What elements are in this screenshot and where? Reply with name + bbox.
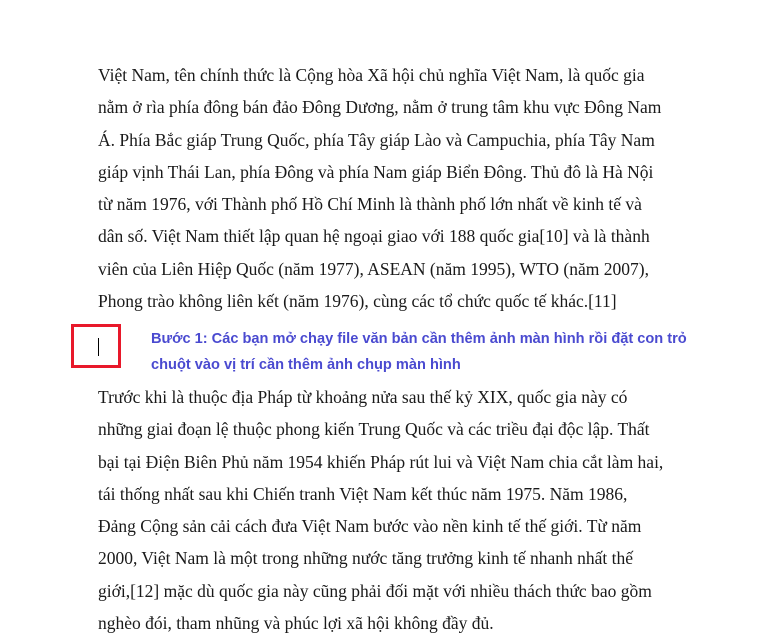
text-line: viên của Liên Hiệp Quốc (năm 1977), ASEAN (năm 1995), WTO (năm 2007), — [98, 258, 649, 279]
instruction-line: chuột vào vị trí cần thêm ảnh chụp màn hình — [151, 357, 461, 373]
text-line: nằm ở rìa phía đông bán đảo Đông Dương, nằm ở trung tâm khu vực Đông Nam — [98, 97, 662, 118]
text-line: tái thống nhất sau khi Chiến tranh Việt Nam kết thúc năm 1975. Năm 1986, — [98, 483, 628, 504]
step-instruction — [151, 326, 731, 378]
paragraph-intro[interactable] — [98, 59, 738, 317]
text-cursor-caret[interactable] — [98, 338, 99, 356]
instruction-line: Bước 1: Các bạn mở chạy file văn bản cần thêm ảnh màn hình rồi đặt con trỏ — [151, 331, 687, 347]
text-line: dân số. Việt Nam thiết lập quan hệ ngoại giao với 188 quốc gia[10] và là thành — [98, 226, 650, 247]
text-line: nghèo đói, tham nhũng và phúc lợi xã hội không đầy đủ. — [98, 613, 494, 634]
paragraph-history[interactable] — [98, 381, 738, 639]
text-line: giới,[12] mặc dù quốc gia này cũng phải đối mặt với nhiều thách thức bao gồm — [98, 580, 652, 601]
text-line: Việt Nam, tên chính thức là Cộng hòa Xã hội chủ nghĩa Việt Nam, là quốc gia — [98, 65, 645, 85]
text-line: giáp vịnh Thái Lan, phía Đông và phía Nam giáp Biển Đông. Thủ đô là Hà Nội — [98, 161, 654, 182]
text-line: những giai đoạn lệ thuộc phong kiến Trung Quốc và các triều đại độc lập. Thất — [98, 419, 650, 440]
text-line: bại tại Điện Biên Phủ năm 1954 khiến Pháp rút lui và Việt Nam chia cắt làm hai, — [98, 451, 664, 472]
text-line: từ năm 1976, với Thành phố Hồ Chí Minh là thành phố lớn nhất về kinh tế và — [98, 194, 642, 215]
text-line: Trước khi là thuộc địa Pháp từ khoảng nửa sau thế kỷ XIX, quốc gia này có — [98, 387, 628, 407]
text-line: Á. Phía Bắc giáp Trung Quốc, phía Tây giáp Lào và Campuchia, phía Tây Nam — [98, 129, 655, 150]
text-line: Phong trào không liên kết (năm 1976), cùng các tổ chức quốc tế khác.[11] — [98, 291, 617, 312]
text-line: Đảng Cộng sản cải cách đưa Việt Nam bước vào nền kinh tế thế giới. Từ năm — [98, 516, 642, 537]
text-line: 2000, Việt Nam là một trong những nước tăng trưởng kinh tế nhanh nhất thế — [98, 548, 634, 569]
cursor-highlight-box — [71, 324, 121, 368]
